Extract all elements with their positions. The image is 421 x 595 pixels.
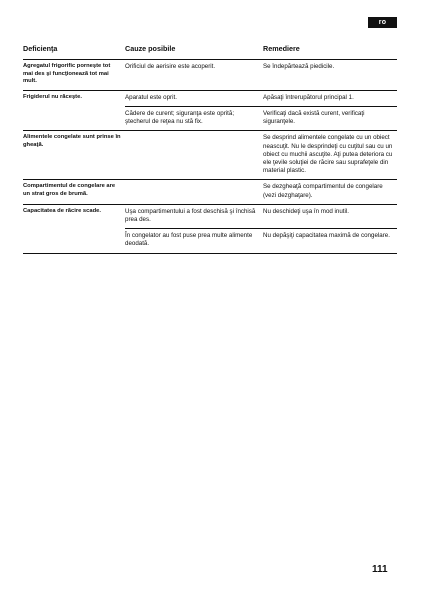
table-row	[23, 180, 397, 204]
fault-cell: Compartimentul de congelare are un strat gros de brumă.	[23, 183, 116, 197]
remedy-cell: Se îndepărtează piedicile.	[263, 63, 335, 70]
table-row	[23, 205, 397, 254]
remedy-cell: Apăsaţi întrerupătorul principal 1.	[263, 93, 354, 101]
fault-cell: Alimentele congelate sunt prinse în gheaţă.	[23, 134, 121, 148]
cause-cell: În congelator au fost puse prea multe alimente deodată.	[125, 232, 253, 248]
table-row	[23, 131, 397, 180]
cause-cell: Orificiul de aerisire este acoperit.	[125, 63, 216, 70]
fault-cell: Frigiderul nu răceşte.	[23, 93, 82, 100]
remedy-cell: Se dezgheaţă compartimentul de congelare (vezi dezghaţare).	[263, 183, 383, 199]
cause-cell	[125, 131, 263, 179]
table-header	[23, 44, 397, 60]
language-badge: ro	[368, 17, 397, 28]
fault-cell: Agregatul frigorific porneşte tot mai des şi funcţionează tot mai mult.	[23, 63, 111, 85]
page-number: 111	[372, 564, 388, 575]
remedy-cell: Nu deschideţi uşa în mod inutil.	[263, 207, 349, 215]
troubleshooting-table	[23, 44, 397, 254]
fault-cell: Capacitatea de răcire scade.	[23, 207, 101, 214]
cause-cell	[125, 180, 263, 203]
cause-cell: Uşa compartimentului a fost deschisă şi închisă prea des.	[125, 207, 256, 224]
header-fault: Deficienţa	[23, 44, 58, 53]
remedy-cell: Nu depăşiţi capacitatea maximă de congelare.	[263, 232, 390, 240]
remedy-cell: Se desprind alimentele congelate cu un obiect neascuţit. Nu le desprindeţi cu cuţitul sau cu un obiect cu muchii ascuţite. Aţi putea deteriora cu ele ţevile soluţiei de răcire sau suprafeţele din material plastic.	[263, 134, 393, 175]
header-remedy: Remediere	[263, 44, 300, 53]
cause-cell: Cădere de curent; siguranţa este oprită; ştecherul de reţea nu stă fix.	[125, 109, 235, 126]
remedy-cell: Verificaţi dacă există curent, verificaţi siguranţele.	[263, 109, 365, 126]
table-row	[23, 60, 397, 91]
cause-cell: Aparatul este oprit.	[125, 93, 177, 101]
header-cause: Cauze posibile	[125, 44, 176, 53]
table-row	[23, 91, 397, 132]
